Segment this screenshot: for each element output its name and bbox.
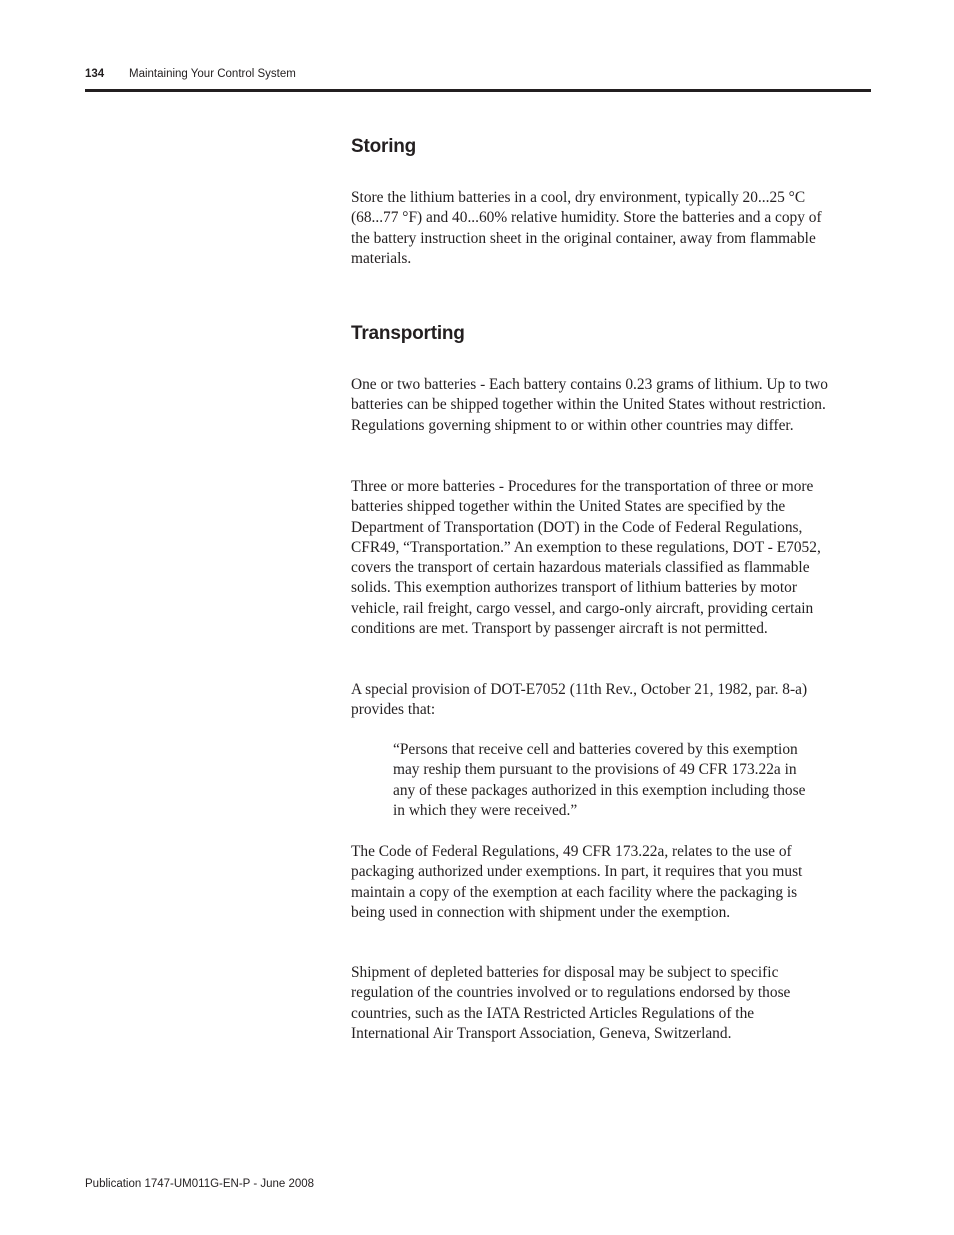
block-quote: “Persons that receive cell and batteries covered by this exemption may reship them pursuant to the provisions of 49 CFR 173.22a in any of these packages authorized in this exemption including those in which they were received.” (393, 741, 806, 819)
transporting-paragraph-4: The Code of Federal Regulations, 49 CFR 173.22a, relates to the use of packaging authorized under exemptions. In part, it requires that you must maintain a copy of the exemption at each facility where the packaging is being used in connection with shipment under the exemption. (351, 843, 803, 921)
page-number: 134 (85, 68, 105, 80)
page-header (85, 66, 871, 86)
running-title: Maintaining Your Control System (129, 68, 296, 80)
transporting-paragraph-2: Three or more batteries - Procedures for the transportation of three or more batteries shipped together within the United States are specified by the Department of Transportation (DOT) in the Code of Federal Regulations, CFR49, “Transportation.” An exemption to these regulations, DOT - E7052, covers the transport of certain hazardous materials classified as flammable solids. This exemption authorizes transport of lithium batteries by motor vehicle, rail freight, cargo vessel, and cargo-only aircraft, providing certain conditions are met. Transport by passenger aircraft is not permitted. (351, 478, 821, 638)
header-divider (85, 89, 871, 92)
storing-paragraph: Store the lithium batteries in a cool, dry environment, typically 20...25 °C (68...77 °F) and 40...60% relative humidity. Store the batteries and a copy of the battery instruction sheet in the original container, away from flammable materials. (351, 189, 822, 267)
publication-footer: Publication 1747-UM011G-EN-P - June 2008 (85, 1178, 315, 1190)
transporting-paragraph-1: One or two batteries - Each battery contains 0.23 grams of lithium. Up to two batteries can be shipped together within the United States without restriction. Regulations governing shipment to or within other countries may differ. (351, 376, 828, 434)
transporting-heading: Transporting (351, 323, 465, 344)
transporting-paragraph-3: A special provision of DOT-E7052 (11th Rev., October 21, 1982, par. 8-a) provides that: (351, 681, 808, 719)
storing-heading: Storing (351, 136, 417, 157)
transporting-paragraph-5: Shipment of depleted batteries for disposal may be subject to specific regulation of the countries involved or to regulations endorsed by those countries, such as the IATA Restricted Articles Regulations of the International Air Transport Association, Geneva, Switzerland. (351, 964, 791, 1042)
